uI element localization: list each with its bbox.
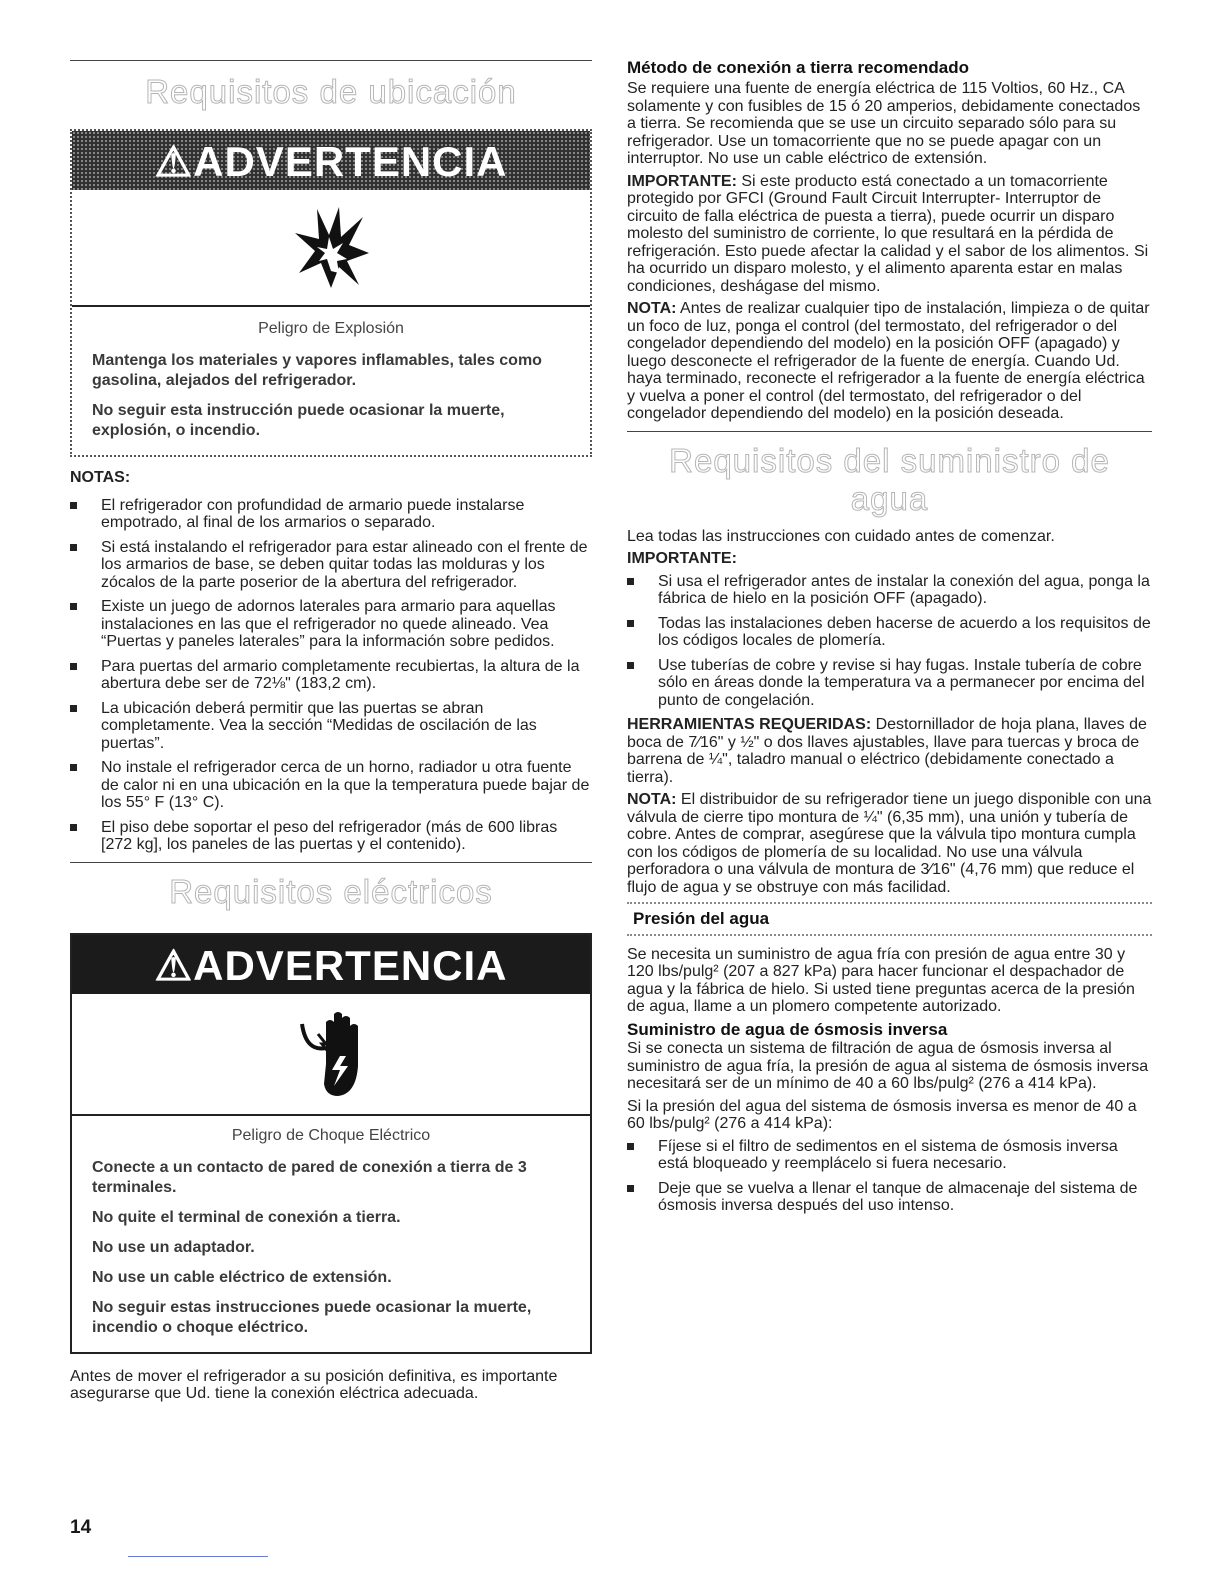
nota2-paragraph — [627, 791, 1152, 896]
section-title-water: Requisitos del suministro de agua — [669, 441, 1110, 517]
list-item: Para puertas del armario completamente recubiertas, la altura de la abertura debe ser de 72⅛" (183,2 cm). — [70, 658, 592, 693]
closing-paragraph: Antes de mover el refrigerador a su posición definitiva, es importante asegurarse que Ud. tiene la conexión eléctrica adecuada. — [70, 1367, 558, 1402]
list-item: Fíjese si el filtro de sedimentos en el sistema de ósmosis inversa está bloqueado y reemplácelo si fuera necesario. — [627, 1138, 1152, 1173]
notes-section — [70, 469, 592, 854]
explosion-warning-box — [70, 129, 592, 457]
ro-list — [627, 1138, 1152, 1215]
ro-text: Si la presión del agua del sistema de ósmosis inversa es menor de 40 a 60 lbs/pulg² (276 a 414 kPa): — [627, 1097, 1137, 1132]
tools-text: Destornillador de hoja plana, llaves de boca de 7⁄16" y ½" o dos llaves ajustables, llave para tuercas y broca de barrena de ¼", taladro manual o eléctrico (debidamente conectado a tierra). — [627, 716, 1147, 786]
warning-line: No quite el terminal de conexión a tierra. — [92, 1208, 401, 1226]
notes-list — [70, 497, 592, 854]
importante-heading: IMPORTANTE: — [627, 550, 737, 567]
tools-paragraph — [627, 716, 1152, 786]
section-divider — [70, 60, 592, 61]
section-divider — [70, 862, 592, 863]
nota-label: NOTA: — [627, 300, 677, 317]
explosion-icon — [291, 203, 371, 293]
warning-header — [72, 935, 590, 994]
warning-line: No seguir esta instrucción puede ocasionar la muerte, explosión, o incendio. — [92, 402, 505, 439]
warning-triangle-icon: ⚠ — [154, 941, 194, 989]
electric-warning-box — [70, 933, 592, 1354]
warning-text — [72, 307, 590, 455]
section-divider — [627, 431, 1152, 432]
read-all-text: Lea todas las instrucciones con cuidado antes de comenzar. — [627, 527, 1055, 545]
footer-divider — [128, 1556, 268, 1557]
warning-line: Conecte a un contacto de pared de conexión a tierra de 3 terminales. — [92, 1158, 527, 1196]
list-item: El refrigerador con profundidad de armario puede instalarse empotrado, al final de los armarios o separado. — [70, 497, 592, 532]
list-item: Todas las instalaciones deben hacerse de acuerdo a los requisitos de los códigos locales de plomería. — [627, 615, 1152, 650]
list-item: El piso debe soportar el peso del refrigerador (más de 600 libras [272 kg], los paneles de las puertas y el contenido). — [70, 819, 592, 854]
list-item: La ubicación deberá permitir que las puertas se abran completamente. Vea la sección “Medidas de oscilación de las puertas”. — [70, 700, 592, 753]
list-item: Use tuberías de cobre y revise si hay fugas. Instale tubería de cobre sólo en áreas donde la temperatura va a permanecer por encima del punto de congelación. — [627, 657, 1152, 710]
list-item: Si está instalando el refrigerador para estar alineado con el frente de los armarios de base, se deben quitar todas las molduras y los zócalos de la parte poserior de la abertura del refrigerador. — [70, 539, 592, 592]
nota2-text: El distribuidor de su refrigerador tiene un juego disponible con una válvula de cierre tipo montura de ¼" (6,35 mm), una unión y tubería de cobre. Antes de comprar, asegúrese que la válvula tipo montura cumpla con los códigos de plomería de su localidad. No use una válvula perforadora o una válvula de montura de 3⁄16" (4,76 mm) que reduce el flujo de agua y se obstruye con más facilidad. — [627, 791, 1152, 896]
importante-label: IMPORTANTE: — [627, 172, 737, 190]
section-title-electrical: Requisitos eléctricos — [169, 872, 493, 910]
warning-heading: ADVERTENCIA — [193, 138, 508, 185]
page-number: 14 — [70, 1517, 92, 1538]
warning-triangle-icon: ⚠ — [154, 138, 194, 185]
electric-shock-icon — [296, 1004, 366, 1104]
warning-line: No use un cable eléctrico de extensión. — [92, 1268, 392, 1286]
nota-text: Antes de realizar cualquier tipo de instalación, limpieza o de quitar un foco de luz, ponga el control (del termostato, del refrigerador o del congelador dependiendo del modelo) en la posición OFF (apagado) y luego desconecte el refrigerador de la fuente de energía. Cuando Ud. haya terminado, reconecte el refrigerador a la fuente de energía eléctrica y vuelva a poner el control (del termostato, del refrigerador o del congelador dependiendo del modelo) en la posición deseada. — [627, 300, 1150, 422]
warning-line: No use un adaptador. — [92, 1238, 255, 1256]
nota-paragraph — [627, 300, 1152, 423]
left-column — [70, 60, 592, 1403]
nota2-label: NOTA: — [627, 791, 677, 808]
ro-text: Si se conecta un sistema de filtración de agua de ósmosis inversa al suministro de agua fría, la presión de agua al sistema de ósmosis inversa necesitará ser de un mínimo de 40 a 60 lbs/pulg² (276 a 414 kPa). — [627, 1040, 1149, 1092]
ground-text: Se requiere una fuente de energía eléctrica de 115 Voltios, 60 Hz., CA solamente y con fusibles de 15 ó 20 amperios, debidamente conectados a tierra. Se recomienda que se use un circuito separado sólo para su refrigerador. Use un tomacorriente que no se puede apagar con un interruptor. No use un cable eléctrico de extensión. — [627, 80, 1141, 167]
ro-heading: Suministro de agua de ósmosis inversa — [627, 1019, 948, 1039]
warning-text — [72, 1116, 590, 1352]
list-item: Si usa el refrigerador antes de instalar la conexión del agua, ponga la fábrica de hielo en la posición OFF (apagado). — [627, 573, 1152, 608]
importante-paragraph — [627, 173, 1152, 296]
section-title-location: Requisitos de ubicación — [145, 73, 517, 110]
electric-icon-area — [72, 994, 590, 1116]
warning-header — [72, 131, 590, 190]
pressure-text: Se necesita un suministro de agua fría con presión de agua entre 30 y 120 lbs/pulg² (207 a 827 kPa) para hacer funcionar el despachador de agua y la fábrica de hielo. Si usted tiene preguntas acerca de la presión de agua, llame a un plomero competente autorizado. — [627, 945, 1135, 1015]
water-section — [627, 528, 1152, 1215]
warning-line: No seguir estas instrucciones puede ocasionar la muerte, incendio o choque eléctrico. — [92, 1298, 532, 1336]
pressure-heading: Presión del agua — [633, 909, 770, 928]
importante-text: Si este producto está conectado a un tomacorriente protegido por GFCI (Ground Fault Circuit Interrupter- Interruptor de circuito de falla eléctrica de puesta a tierra), puede ocurrir un disparo molesto del suministro de corriente, lo que resultará en la pérdida de refrigeración. Esto puede afectar la calidad y el sabor de los alimentos. Si ha ocurrido un disparo molesto, y el alimento aparenta estar en malas condiciones, deshágase del mismo. — [627, 172, 1149, 295]
notes-heading: NOTAS: — [70, 469, 131, 486]
explosion-icon-area — [72, 190, 590, 307]
hazard-title: Peligro de Choque Eléctrico — [231, 1126, 431, 1144]
right-column — [627, 58, 1152, 1222]
list-item: Deje que se vuelva a llenar el tanque de almacenaje del sistema de ósmosis inversa después del uso intenso. — [627, 1180, 1152, 1215]
pressure-heading-bar — [627, 902, 1152, 936]
hazard-title: Peligro de Explosión — [258, 320, 404, 337]
warning-heading: ADVERTENCIA — [193, 941, 508, 989]
water-list — [627, 573, 1152, 710]
warning-line: Mantenga los materiales y vapores inflamables, tales como gasolina, alejados del refrigerador. — [92, 352, 542, 389]
ground-section — [627, 80, 1152, 423]
tools-label: HERRAMIENTAS REQUERIDAS: — [627, 716, 872, 733]
list-item: No instale el refrigerador cerca de un horno, radiador u otra fuente de calor ni en una ubicación en la que la temperatura puede bajar de los 55° F (13° C). — [70, 759, 592, 812]
ground-heading: Método de conexión a tierra recomendado — [627, 58, 969, 77]
list-item: Existe un juego de adornos laterales para armario para aquellas instalaciones en las que el refrigerador no quede alineado. Vea “Puertas y paneles laterales” para la información sobre pedidos. — [70, 598, 592, 651]
